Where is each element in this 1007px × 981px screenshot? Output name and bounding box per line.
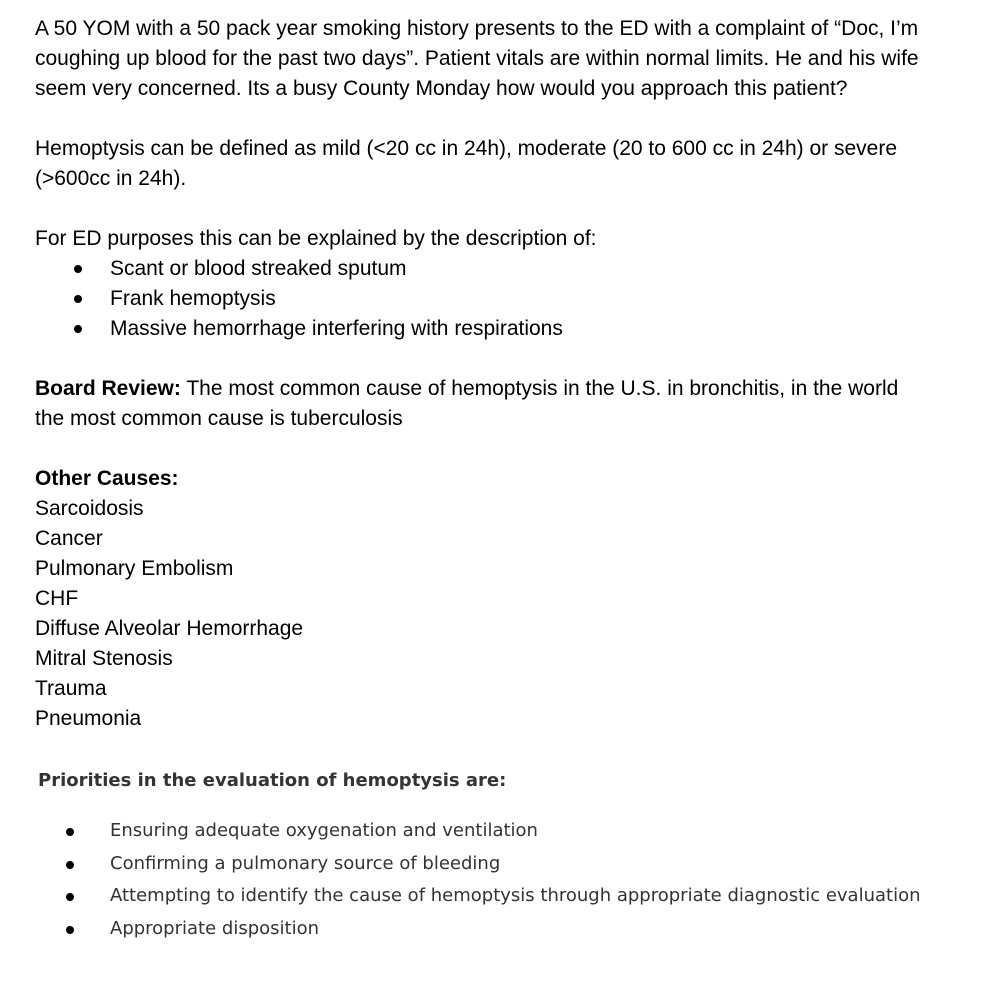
list-item: Frank hemoptysis bbox=[35, 284, 1007, 314]
list-item: Scant or blood streaked sputum bbox=[35, 254, 1007, 284]
intro-line: A 50 YOM with a 50 pack year smoking history presents to the ED with a complaint of “Doc, I’m bbox=[35, 17, 919, 40]
list-item: Ensuring adequate oxygenation and ventilation bbox=[38, 815, 921, 848]
cause-item: Pneumonia bbox=[35, 707, 142, 730]
cause-item: Mitral Stenosis bbox=[35, 647, 173, 670]
list-item: Attempting to identify the cause of hemoptysis through appropriate diagnostic evaluation bbox=[38, 880, 921, 913]
ed-purposes-list bbox=[35, 254, 1007, 344]
bullet-icon bbox=[66, 828, 74, 836]
definition-line: (>600cc in 24h). bbox=[35, 167, 187, 190]
definition-line: Hemoptysis can be defined as mild (<20 cc in 24h), moderate (20 to 600 cc in 24h) or severe bbox=[35, 137, 898, 160]
bullet-icon bbox=[66, 893, 74, 901]
list-item: Massive hemorrhage interfering with respirations bbox=[35, 314, 1007, 344]
board-review-line: the most common cause is tuberculosis bbox=[35, 407, 403, 430]
cause-item: Trauma bbox=[35, 677, 107, 700]
list-item: Appropriate disposition bbox=[38, 913, 921, 946]
bullet-icon bbox=[66, 926, 74, 934]
bullet-icon bbox=[74, 295, 82, 303]
board-review-label: Board Review: bbox=[35, 377, 181, 400]
cause-item: Sarcoidosis bbox=[35, 497, 144, 520]
cause-item: Pulmonary Embolism bbox=[35, 557, 234, 580]
bullet-icon bbox=[66, 861, 74, 869]
other-causes-heading: Other Causes: bbox=[35, 467, 179, 490]
intro-line: coughing up blood for the past two days”. Patient vitals are within normal limits. He and his wife bbox=[35, 47, 919, 70]
bullet-icon bbox=[74, 265, 82, 273]
list-item: Confirming a pulmonary source of bleeding bbox=[38, 848, 921, 881]
document-body bbox=[35, 14, 1007, 734]
board-review-line: Board Review: The most common cause of hemoptysis in the U.S. in bronchitis, in the world bbox=[35, 377, 899, 400]
ed-purposes-lead: For ED purposes this can be explained by the description of: bbox=[35, 227, 597, 250]
cause-item: Cancer bbox=[35, 527, 103, 550]
priorities-heading: Priorities in the evaluation of hemoptysis are: bbox=[38, 770, 507, 791]
cause-item: Diffuse Alveolar Hemorrhage bbox=[35, 617, 304, 640]
cause-item: CHF bbox=[35, 587, 79, 610]
intro-line: seem very concerned. Its a busy County Monday how would you approach this patient? bbox=[35, 77, 848, 100]
priorities-list bbox=[38, 815, 921, 945]
bullet-icon bbox=[74, 325, 82, 333]
